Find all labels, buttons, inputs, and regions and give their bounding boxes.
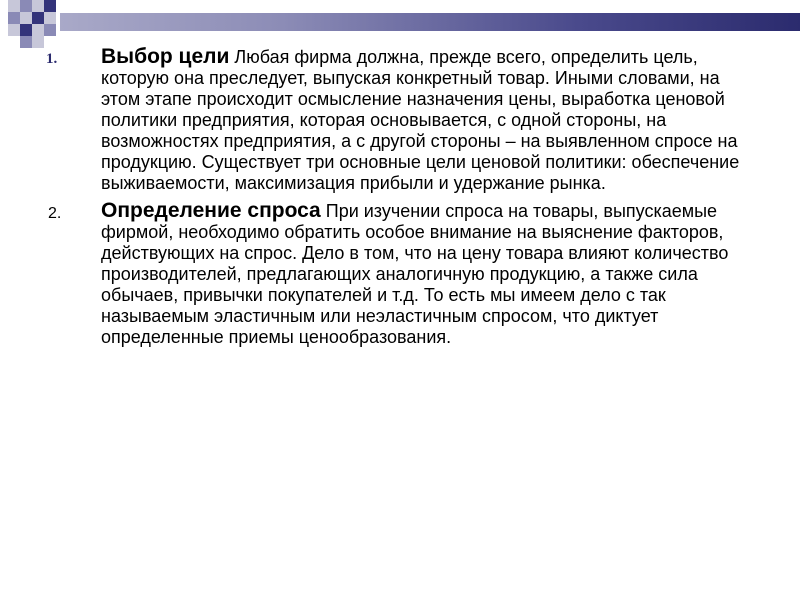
decor-square <box>32 0 44 12</box>
decor-square <box>44 24 56 36</box>
decor-square <box>8 12 20 24</box>
item-heading: Выбор цели <box>101 45 230 68</box>
decor-square <box>44 0 56 12</box>
list-number: 2. <box>48 205 62 222</box>
header-gradient-bar <box>60 13 800 31</box>
decor-square <box>32 24 44 36</box>
decor-square <box>32 12 44 24</box>
decor-square <box>8 0 20 12</box>
list-number: 1. <box>46 51 58 67</box>
decor-square <box>20 24 32 36</box>
decor-square <box>20 0 32 12</box>
decor-square <box>20 12 32 24</box>
list-item-demand <box>0 200 800 348</box>
decor-square <box>44 12 56 24</box>
header-decoration <box>0 0 800 50</box>
item-body: При изучении спроса на товары, выпускаемые фирмой, необходимо обратить особое внимание на выяснение факторов, действующих на спрос. Дело в том, что на цену товара влияют количество производителей, предлагающих аналогичную продукцию, а также сила обычаев, привычки покупателей и т.д. То есть мы имеем дело с так называемым эластичным или неэластичным спросом, что диктует определенные приемы ценообразования. <box>101 201 729 347</box>
item-heading: Определение спроса <box>101 199 321 222</box>
item-body: Любая фирма должна, прежде всего, определить цель, которую она преследует, выпуская конкретный товар. Иными словами, на этом этапе происходит осмысление назначения цены, выработка ценовой политики предприятия, которая основывается, с одной стороны, на возможностях предприятия, а с другой стороны – на выявленном спросе на продукцию. Существует три основные цели ценовой политики: обеспечение выживаемости, максимизация прибыли и удержание рынка. <box>101 47 740 193</box>
decor-square <box>8 24 20 36</box>
numbered-list <box>0 46 800 348</box>
list-item-goal <box>0 46 800 194</box>
